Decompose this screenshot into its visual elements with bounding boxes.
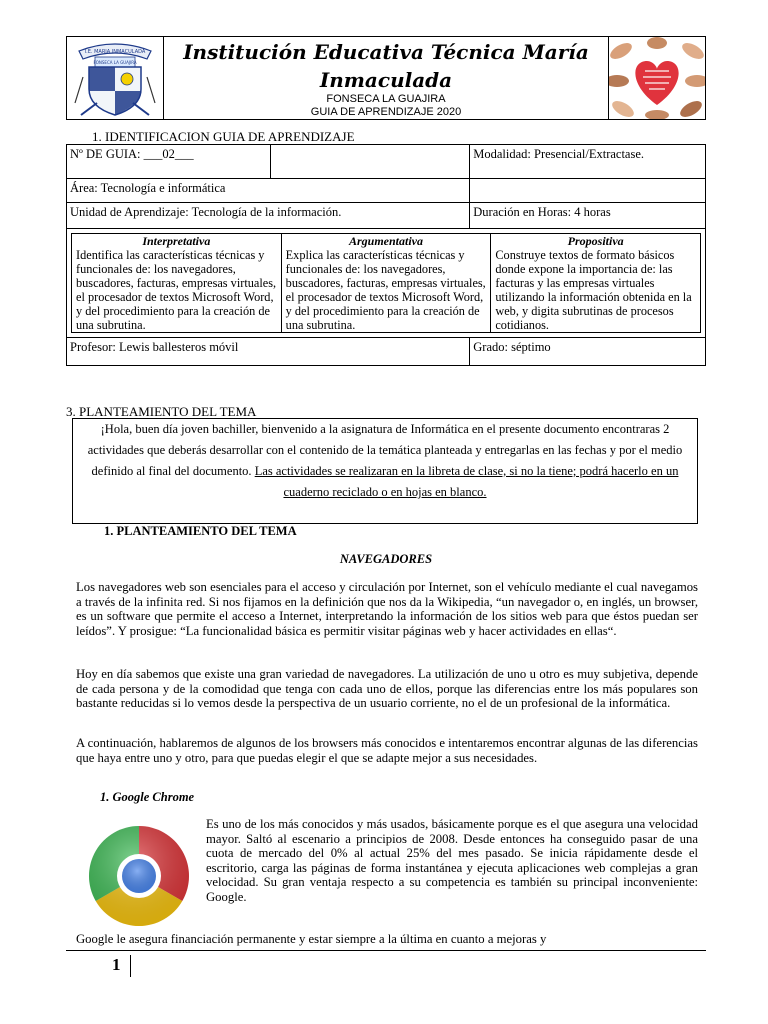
paragraph-1: Los navegadores web son esenciales para el acceso y circulación por Internet, son el vehículo mediante el cual navegamos a través de la infinita red. Si nos fijamos en la definición que nos da la Wikipedia, “un navegador o, en inglés, un browser, es un software que permite el acceso a Internet, interpretando la información de los sitios web para que éstos puedan ser leídos”. Y prosigue: “La funcionalidad básica es permitir visitar páginas web y hacer actividades en ellas“.	[76, 580, 698, 638]
modality-cell: Modalidad: Presencial/Extractase.	[470, 145, 706, 179]
chrome-icon	[80, 820, 198, 932]
competency-text: Identifica las características técnicas y funcionales de: los navegadores, buscadores, facturas, empresas virtuales, el procesador de textos Microsoft Word, y del procedimiento para la creación de una subrutina.	[76, 248, 277, 332]
header-title-block	[163, 37, 609, 119]
competency-interpretativa	[72, 234, 281, 332]
page-number: 1	[112, 955, 121, 974]
chrome-description: Es uno de los más conocidos y más usados, básicamente porque es el que asegura una velocidad mayor. Saltó al escenario a principios de 2008. Desde entonces ha conseguido pasar de una cuota de mercado del 0% al actual 25% del mes pasado. Se inicia rápidamente desde el escritorio, carga las páginas de forma instantánea y ejecuta aplicaciones web complejas a gran velocidad. Su gran ventaja respecto a su competencia es también su principal inconveniente: Google.	[206, 817, 698, 904]
competency-text: Explica las características técnicas y funcionales de: los navegadores, buscadores, facturas, empresas virtuales, el procesador de textos Microsoft Word, y del procedimiento para la creación de una subrutina.	[285, 248, 486, 332]
duration-cell: Duración en Horas: 4 horas	[470, 203, 706, 229]
hands-heart-image	[608, 37, 705, 119]
area-cell: Área: Tecnología e informática	[67, 179, 470, 203]
competency-argumentativa	[281, 234, 491, 332]
competencies-grid	[71, 233, 701, 333]
svg-text:I.E. MARIA INMACULADA: I.E. MARIA INMACULADA	[84, 49, 146, 55]
topic-subheading: 1. PLANTEAMIENTO DEL TEMA	[104, 524, 297, 538]
intro-text: ¡Hola, buen día joven bachiller, bienvenido a la asignatura de Informática en el presente documento encontraras 2 actividades que deberás desarrollar con el contenido de la temática planteada y entregarlas en las fechas y por el medio definido al final del documento.	[87, 422, 683, 478]
guide-title: GUIA DE APRENDIZAJE 2020	[310, 106, 462, 118]
competency-title: Propositiva	[567, 234, 624, 248]
competencies-cell	[67, 229, 706, 338]
teacher-cell: Profesor: Lewis ballesteros móvil	[67, 338, 470, 366]
intro-underlined-text: Las actividades se realizaran en la libreta de clase, si no la tiene; podrá hacerlo en un cuaderno reciclado o en hojas en blanco.	[254, 464, 679, 499]
paragraph-2: Hoy en día sabemos que existe una gran variedad de navegadores. La utilización de uno u otro es muy subjetiva, depende de cada persona y de la comodidad que tenga con cada uno de ellos, porque las diferencias entre los más populares son bastante reducidas si lo vemos desde la perspectiva de un usuario corriente, no el de un profesional de la informática.	[76, 667, 698, 710]
institution-name-line2: Inmaculada	[319, 68, 453, 92]
identification-table	[66, 144, 706, 366]
section-1-heading: 1. IDENTIFICACION GUIA DE APRENDIZAJE	[92, 129, 355, 144]
school-crest-icon	[67, 37, 163, 119]
hands-heart-icon	[609, 37, 705, 119]
grade-cell: Grado: séptimo	[470, 338, 706, 366]
paragraph-3: A continuación, hablaremos de algunos de los browsers más conocidos e intentaremos encontrar algunas de las diferencias que haya entre uno y otro, para que puedas elegir el que se adapte mejor a sus necesidades.	[76, 736, 698, 765]
footer-rule	[66, 950, 706, 951]
intro-box	[72, 418, 698, 524]
school-logo	[67, 37, 164, 119]
document-header	[66, 36, 706, 120]
competency-text: Construye textos de formato básicos donde expone la importancia de: las facturas y las empresas virtuales utilizando la información obtenida en la web, y digita subrutinas de procesos cotidianos.	[495, 248, 692, 332]
section-3-heading: 3. PLANTEAMIENTO DEL TEMA	[66, 404, 257, 419]
empty-cell	[270, 145, 470, 179]
competency-propositiva	[490, 234, 700, 332]
footer-divider	[130, 955, 131, 977]
learning-unit-cell: Unidad de Aprendizaje: Tecnología de la información.	[67, 203, 470, 229]
guide-number-cell: Nº DE GUIA: ___02___	[67, 145, 271, 179]
institution-city: FONSECA LA GUAJIRA	[326, 93, 446, 105]
competency-title: Interpretativa	[142, 234, 211, 248]
chrome-heading: 1. Google Chrome	[100, 790, 195, 804]
svg-text:FONSECA LA GUAJIRA: FONSECA LA GUAJIRA	[93, 60, 137, 65]
paragraph-last-line: Google le asegura financiación permanente y estar siempre a la última en cuanto a mejoras y	[76, 932, 547, 946]
chrome-logo	[80, 820, 198, 932]
navegadores-title: NAVEGADORES	[339, 552, 433, 566]
empty-cell	[470, 179, 706, 203]
institution-name-line1: Institución Educativa Técnica María	[183, 40, 589, 64]
competency-title: Argumentativa	[349, 234, 424, 248]
